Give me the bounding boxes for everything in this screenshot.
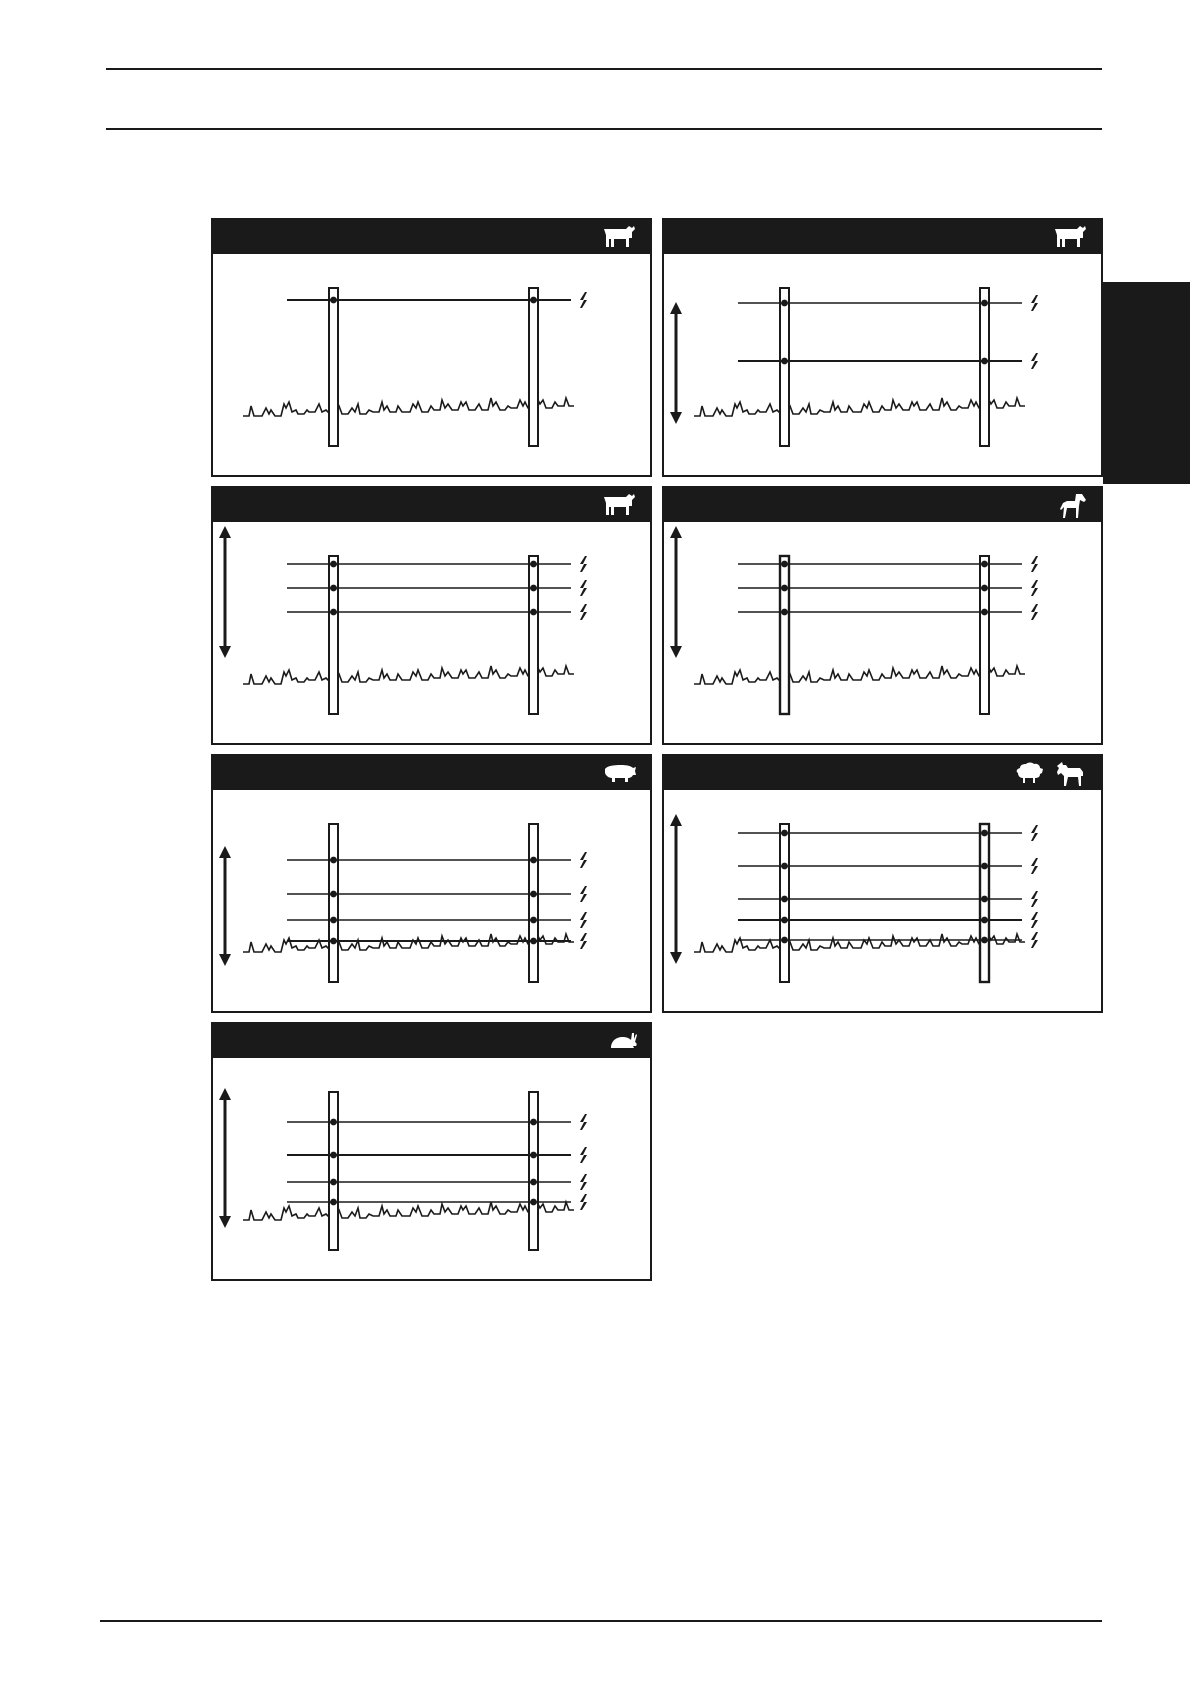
insulator xyxy=(530,1119,537,1126)
ground-grass xyxy=(243,934,574,952)
insulator xyxy=(330,938,337,945)
fence-diagram xyxy=(213,1024,650,1279)
ground-grass xyxy=(243,666,574,684)
insulator xyxy=(981,863,988,870)
horse-icon xyxy=(1057,492,1089,518)
height-arrow-head-up xyxy=(219,846,231,858)
height-arrow-head-down xyxy=(670,412,682,424)
insulator xyxy=(781,300,788,307)
insulator xyxy=(981,585,988,592)
cow-icon xyxy=(600,492,636,518)
fence-post-right xyxy=(529,556,538,714)
fence-post-left xyxy=(329,824,338,982)
insulator xyxy=(330,891,337,898)
header-rule-bottom xyxy=(106,128,1102,130)
insulator xyxy=(330,1179,337,1186)
fence-panel-sheep-goat-5wire xyxy=(662,754,1103,1013)
insulator xyxy=(330,561,337,568)
height-arrow-head-down xyxy=(670,952,682,964)
footer-rule xyxy=(100,1620,1102,1622)
lightning-icon xyxy=(580,1194,587,1210)
height-arrow-head-up xyxy=(670,302,682,314)
fence-post-left xyxy=(780,556,789,714)
fence-diagram xyxy=(213,488,650,743)
fence-panel-horse-3wire xyxy=(662,486,1103,745)
height-arrow-head-up xyxy=(219,1088,231,1100)
lightning-icon xyxy=(580,886,587,902)
header-rule-top xyxy=(106,68,1102,70)
ground-grass xyxy=(243,1202,574,1220)
lightning-icon xyxy=(580,580,587,596)
height-arrow-head-up xyxy=(219,526,231,538)
lightning-icon xyxy=(1031,891,1038,907)
fence-panel-cattle-2wire xyxy=(662,218,1103,477)
insulator xyxy=(530,1152,537,1159)
insulator xyxy=(781,863,788,870)
insulator xyxy=(781,585,788,592)
insulator xyxy=(781,358,788,365)
insulator xyxy=(781,937,788,944)
insulator xyxy=(981,937,988,944)
insulator xyxy=(330,297,337,304)
fence-diagram xyxy=(664,220,1101,475)
rabbit-icon xyxy=(608,1028,638,1054)
insulator xyxy=(981,561,988,568)
insulator xyxy=(330,609,337,616)
insulator xyxy=(530,585,537,592)
height-arrow-head-up xyxy=(670,526,682,538)
insulator xyxy=(530,891,537,898)
cow-icon xyxy=(1051,224,1087,250)
insulator xyxy=(981,917,988,924)
lightning-icon xyxy=(580,1114,587,1130)
sheep-icon xyxy=(1015,760,1045,786)
fence-post-right xyxy=(529,1092,538,1250)
insulator xyxy=(781,561,788,568)
insulator xyxy=(981,830,988,837)
ground-grass xyxy=(243,398,574,416)
lightning-icon xyxy=(1031,556,1038,572)
insulator xyxy=(981,300,988,307)
insulator xyxy=(530,938,537,945)
fence-post-right xyxy=(980,288,989,446)
lightning-icon xyxy=(580,1147,587,1163)
fence-panel-cattle-3wire xyxy=(211,486,652,745)
lightning-icon xyxy=(1031,932,1038,948)
fence-post-right xyxy=(529,824,538,982)
insulator xyxy=(530,1179,537,1186)
fence-post-right xyxy=(529,288,538,446)
ground-grass xyxy=(694,666,1025,684)
insulator xyxy=(530,917,537,924)
insulator xyxy=(981,358,988,365)
ground-grass xyxy=(694,398,1025,416)
lightning-icon xyxy=(1031,295,1038,311)
insulator xyxy=(981,609,988,616)
fence-diagram xyxy=(213,220,650,475)
lightning-icon xyxy=(580,933,587,949)
insulator xyxy=(530,1199,537,1206)
fence-diagram xyxy=(664,488,1101,743)
lightning-icon xyxy=(580,292,587,308)
insulator xyxy=(781,830,788,837)
insulator xyxy=(781,917,788,924)
lightning-icon xyxy=(580,604,587,620)
height-arrow-head-down xyxy=(670,646,682,658)
lightning-icon xyxy=(1031,580,1038,596)
lightning-icon xyxy=(580,852,587,868)
insulator xyxy=(530,297,537,304)
section-thumb-tab xyxy=(1103,282,1190,484)
insulator xyxy=(330,1152,337,1159)
lightning-icon xyxy=(580,1174,587,1190)
cow-icon xyxy=(600,224,636,250)
height-arrow-head-down xyxy=(219,954,231,966)
fence-panel-small-animal-4wire xyxy=(211,1022,652,1281)
insulator xyxy=(781,896,788,903)
height-arrow-head-up xyxy=(670,814,682,826)
pig-icon xyxy=(602,760,638,786)
fence-panel-cattle-1wire xyxy=(211,218,652,477)
insulator xyxy=(330,857,337,864)
insulator xyxy=(981,896,988,903)
fence-post-right xyxy=(980,556,989,714)
fence-post-left xyxy=(329,556,338,714)
goat-icon xyxy=(1053,760,1087,786)
fence-diagram xyxy=(213,756,650,1011)
lightning-icon xyxy=(580,912,587,928)
insulator xyxy=(530,561,537,568)
height-arrow-head-down xyxy=(219,646,231,658)
lightning-icon xyxy=(1031,825,1038,841)
fence-post-left xyxy=(329,288,338,446)
fence-panel-pig-4wire xyxy=(211,754,652,1013)
insulator xyxy=(781,609,788,616)
lightning-icon xyxy=(1031,353,1038,369)
fence-diagram xyxy=(664,756,1101,1011)
insulator xyxy=(330,1199,337,1206)
lightning-icon xyxy=(1031,912,1038,928)
fence-post-right xyxy=(980,824,989,982)
insulator xyxy=(530,609,537,616)
insulator xyxy=(530,857,537,864)
fence-post-left xyxy=(780,288,789,446)
ground-grass xyxy=(694,934,1025,952)
height-arrow-head-down xyxy=(219,1216,231,1228)
insulator xyxy=(330,585,337,592)
insulator xyxy=(330,1119,337,1126)
fence-post-left xyxy=(329,1092,338,1250)
lightning-icon xyxy=(580,556,587,572)
fence-post-left xyxy=(780,824,789,982)
insulator xyxy=(330,917,337,924)
lightning-icon xyxy=(1031,858,1038,874)
lightning-icon xyxy=(1031,604,1038,620)
